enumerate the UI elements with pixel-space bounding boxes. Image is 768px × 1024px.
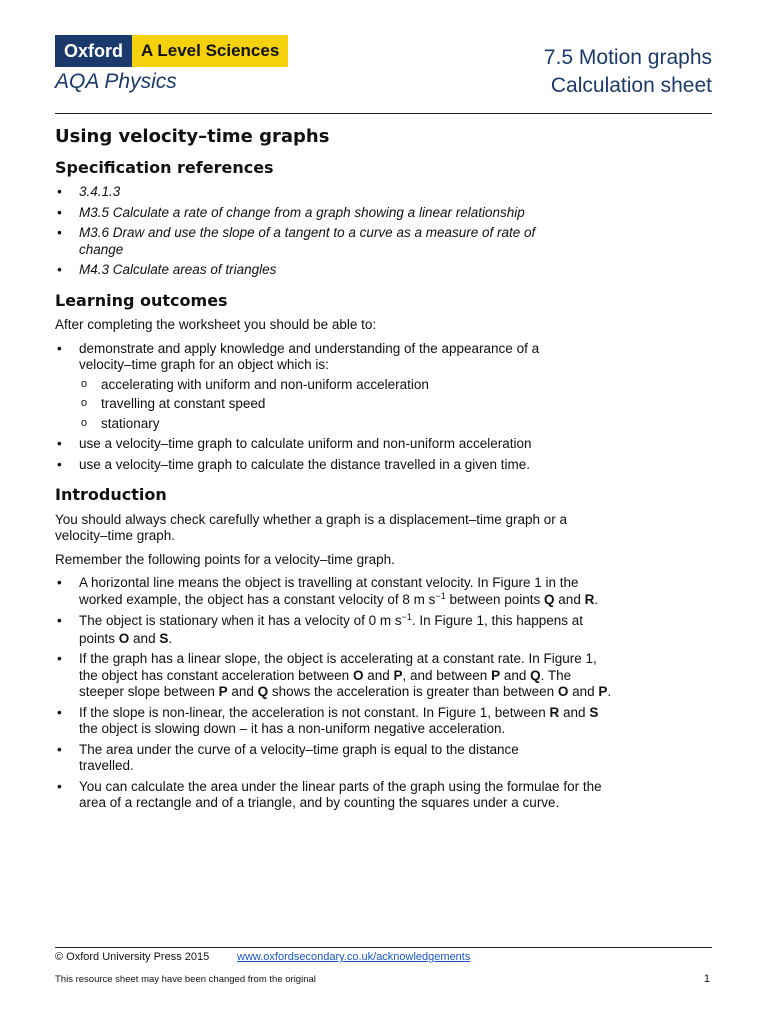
main-content: [55, 127, 615, 816]
outcomes-heading: Learning outcomes: [55, 290, 228, 310]
spec-item: • 3.4.1.3: [55, 184, 615, 201]
resource-notice: This resource sheet may have been changed from the original: [55, 974, 316, 985]
intro-item: • The object is stationary when it has a velocity of 0 m $s^{-1}$. In Figure 1, this happens at points O and S.: [55, 613, 615, 647]
header-divider: [55, 113, 712, 114]
outcome-sublist: [79, 377, 575, 433]
outcomes-intro: After completing the worksheet you should be able to:: [55, 317, 377, 332]
outcome-item: • use a velocity–time graph to calculate uniform and non-uniform acceleration: [55, 436, 615, 453]
outcome-item: • use a velocity–time graph to calculate the distance travelled in a given time.: [55, 457, 615, 474]
header-section-info: [544, 44, 712, 100]
intro-paragraph: Remember the following points for a velocity–time graph.: [55, 551, 395, 567]
logo-oxford-text: Oxford: [55, 35, 132, 67]
spec-item: • M3.6 Draw and use the slope of a tangent to a curve as a measure of rate of change: [55, 225, 615, 258]
copyright-text: © Oxford University Press 2015: [55, 951, 210, 963]
outcome-subitem: o stationary: [79, 416, 575, 433]
spec-heading: Specification references: [55, 157, 274, 177]
intro-item: • A horizontal line means the object is travelling at constant velocity. In Figure 1 in the worked example, the object has a constant velocity of 8 m $s^{-1}$ between points Q and R.: [55, 575, 615, 609]
intro-item: • You can calculate the area under the linear parts of the graph using the formulae for the area of a rectangle and of a triangle, and by counting the squares under a curve.: [55, 779, 615, 812]
outcome-text: demonstrate and apply knowledge and understanding of the appearance of a velocity–time graph for an object which is:: [79, 340, 540, 372]
outcome-subitem: o travelling at constant speed: [79, 396, 575, 413]
acknowledgements-link[interactable]: www.oxfordsecondary.co.uk/acknowledgements: [237, 951, 471, 963]
logo-series-text: A Level Sciences: [132, 35, 288, 67]
page-number: 1: [703, 973, 710, 985]
intro-list: [55, 575, 615, 812]
outcome-subitem: o accelerating with uniform and non-uniform acceleration: [79, 377, 575, 394]
intro-paragraph: You should always check carefully whether a graph is a displacement–time graph or a velocity–time graph.: [55, 511, 568, 543]
section-title: 7.5 Motion graphs: [543, 46, 712, 69]
spec-list: [55, 184, 615, 279]
spec-item: • M4.3 Calculate areas of triangles: [55, 262, 615, 279]
outcome-item: [55, 341, 615, 433]
footer-divider: [55, 947, 712, 948]
intro-item: • The area under the curve of a velocity–time graph is equal to the distance travelled.: [55, 742, 615, 775]
intro-item: • If the graph has a linear slope, the object is accelerating at a constant rate. In Figure 1, the object has constant acceleration between O and P, and between P and Q. The steeper slope between P and Q shows the acceleration is greater than between O and P.: [55, 651, 615, 701]
introduction-heading: Introduction: [55, 485, 167, 504]
outcomes-list: [55, 341, 615, 474]
page-title: Using velocity–time graphs: [55, 126, 330, 147]
sheet-type: Calculation sheet: [550, 74, 712, 97]
oxford-logo: [55, 35, 288, 67]
spec-item: • M3.5 Calculate a rate of change from a graph showing a linear relationship: [55, 205, 615, 222]
subject-title: AQA Physics: [55, 70, 177, 93]
intro-item: • If the slope is non-linear, the acceleration is not constant. In Figure 1, between R and S the object is slowing down – it has a non-uniform negative acceleration.: [55, 705, 615, 738]
